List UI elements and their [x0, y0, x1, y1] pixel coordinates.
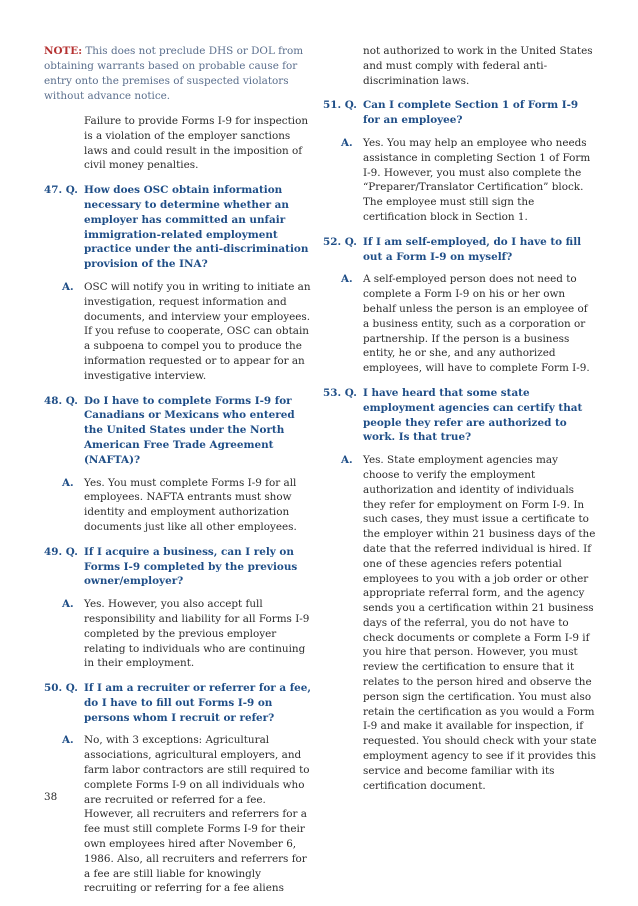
question-text: Do I have to complete Forms I-9 for Canadians or Mexicans who entered the United States under the North American Free Trade Agreement (NAFTA)?: [84, 394, 295, 466]
question-number: 49. Q.: [44, 545, 78, 558]
question-row: [44, 183, 314, 272]
question-text: Can I complete Section 1 of Form I-9 for an employee?: [363, 99, 579, 127]
note-text: This does not preclude DHS or DOL from obtaining warrants based on probable cause for entry onto the premises of suspected violators without advance notice.: [44, 45, 304, 102]
question-row: [323, 235, 597, 265]
qa-item-49: [44, 545, 314, 671]
answer-row: [62, 476, 314, 535]
question-row: [323, 386, 597, 445]
answer-label: A.: [62, 280, 74, 293]
answer-text: No, with 3 exceptions: Agricultural associations, agricultural employers, and farm labor contractors are still required to complete Forms I-9 on all individuals who are recruited or referred for a fee. However, all recruiters and referrers for a fee must still complete Forms I-9 for their own employees hired after November 6, 1986. Also, all recruiters and referrers for a fee are still liable for knowingly recruiting or referring for a fee aliens: [84, 734, 310, 895]
question-row: [44, 394, 314, 468]
answer-label: A.: [341, 136, 353, 149]
answer-row: [62, 597, 314, 671]
qa-item-50: [44, 681, 314, 896]
question-text: If I am a recruiter or referrer for a fee, do I have to fill out Forms I-9 on persons whom I recruit or refer?: [84, 682, 312, 724]
answer-text: OSC will notify you in writing to initiate an investigation, request information and documents, and interview your employees. If you refuse to cooperate, OSC can obtain a subpoena to compel you to produce the information requested or to appear for an investigative interview.: [84, 280, 311, 382]
answer-label: A.: [62, 734, 74, 747]
page-number: 38: [44, 791, 58, 803]
question-number: 47. Q.: [44, 184, 78, 197]
qa-item-53: [323, 386, 597, 794]
question-text: If I acquire a business, can I rely on Forms I-9 completed by the previous owner/employer?: [84, 545, 298, 588]
answer-text: Yes. You may help an employee who needs assistance in completing Section 1 of Form I-9. However, you must also complete the “Preparer/Translator Certification” block. The employee must still sign the certification block in Section 1.: [363, 136, 591, 223]
answer-label: A.: [62, 598, 74, 611]
question-number: 53. Q.: [323, 386, 357, 399]
question-row: [44, 545, 314, 589]
qa-item-52: [323, 235, 597, 376]
question-row: [323, 98, 597, 128]
answer-label: A.: [62, 476, 74, 489]
question-row: [44, 681, 314, 725]
note-label: NOTE:: [44, 45, 83, 57]
answer-text: A self-employed person does not need to complete a Form I-9 on his or her own behalf unless the person is an employee of a business entity, such as a corporation or partnership. If the person is a business entity, he or she, and any authorized employees, will have to complete Form I-9.: [363, 273, 590, 375]
left-column: [44, 44, 314, 906]
answer-row: [341, 453, 597, 793]
answer-row: [62, 280, 314, 384]
answer-row: [341, 272, 597, 376]
answer-row: [62, 733, 314, 896]
answer-label: A.: [341, 454, 353, 467]
question-number: 51. Q.: [323, 99, 357, 112]
question-number: 50. Q.: [44, 682, 78, 695]
question-text: I have heard that some state employment agencies can certify that people they refer are authorized to work. Is that true?: [363, 386, 583, 444]
answer-text: Yes. State employment agencies may choose to verify the employment authorization and identity of individuals they refer for employment on Form I-9. In such cases, they must issue a certificate to the employer within 21 business days of the date that the referred individual is hired. If one of these agencies refers potential employees to you with a job order or other appropriate referral form, and the agency sends you a certification within 21 business days of the referral, you do not have to check documents or complete a Form I-9 if you hire that person. However, you must review the certification to ensure that it relates to the person hired and observe the person sign the certification. You must also retain the certification as you would a Form I-9 and make it available for inspection, if requested. You should check with your state employment agency to see if it provides this service and become familiar with its certification document.: [363, 454, 597, 792]
question-number: 48. Q.: [44, 394, 78, 407]
qa-item-51: [323, 98, 597, 224]
left-continuation-text: Failure to provide Forms I-9 for inspection is a violation of the employer sanctions laws and could result in the imposition of civil money penalties.: [84, 115, 309, 172]
qa-item-48: [44, 394, 314, 535]
question-number: 52. Q.: [323, 235, 357, 248]
note-paragraph: [44, 44, 314, 104]
answer-text: Yes. You must complete Forms I-9 for all employees. NAFTA entrants must show identity and employment authorization documents just like all other employees.: [84, 476, 297, 533]
answer-row: [341, 136, 597, 225]
qa-item-47: [44, 183, 314, 383]
right-column: [323, 44, 597, 803]
question-text: How does OSC obtain information necessary to determine whether an employer has committed an unfair immigration-related employment practice under the anti-discrimination provision of the INA?: [84, 184, 309, 271]
answer-label: A.: [341, 273, 353, 286]
question-text: If I am self-employed, do I have to fill out a Form I-9 on myself?: [363, 235, 582, 263]
answer-text: Yes. However, you also accept full responsibility and liability for all Forms I-9 completed by the previous employer relating to individuals who are continuing in their employment.: [84, 598, 310, 670]
right-continuation-text: not authorized to work in the United States and must comply with federal anti-discrimination laws.: [363, 45, 593, 87]
